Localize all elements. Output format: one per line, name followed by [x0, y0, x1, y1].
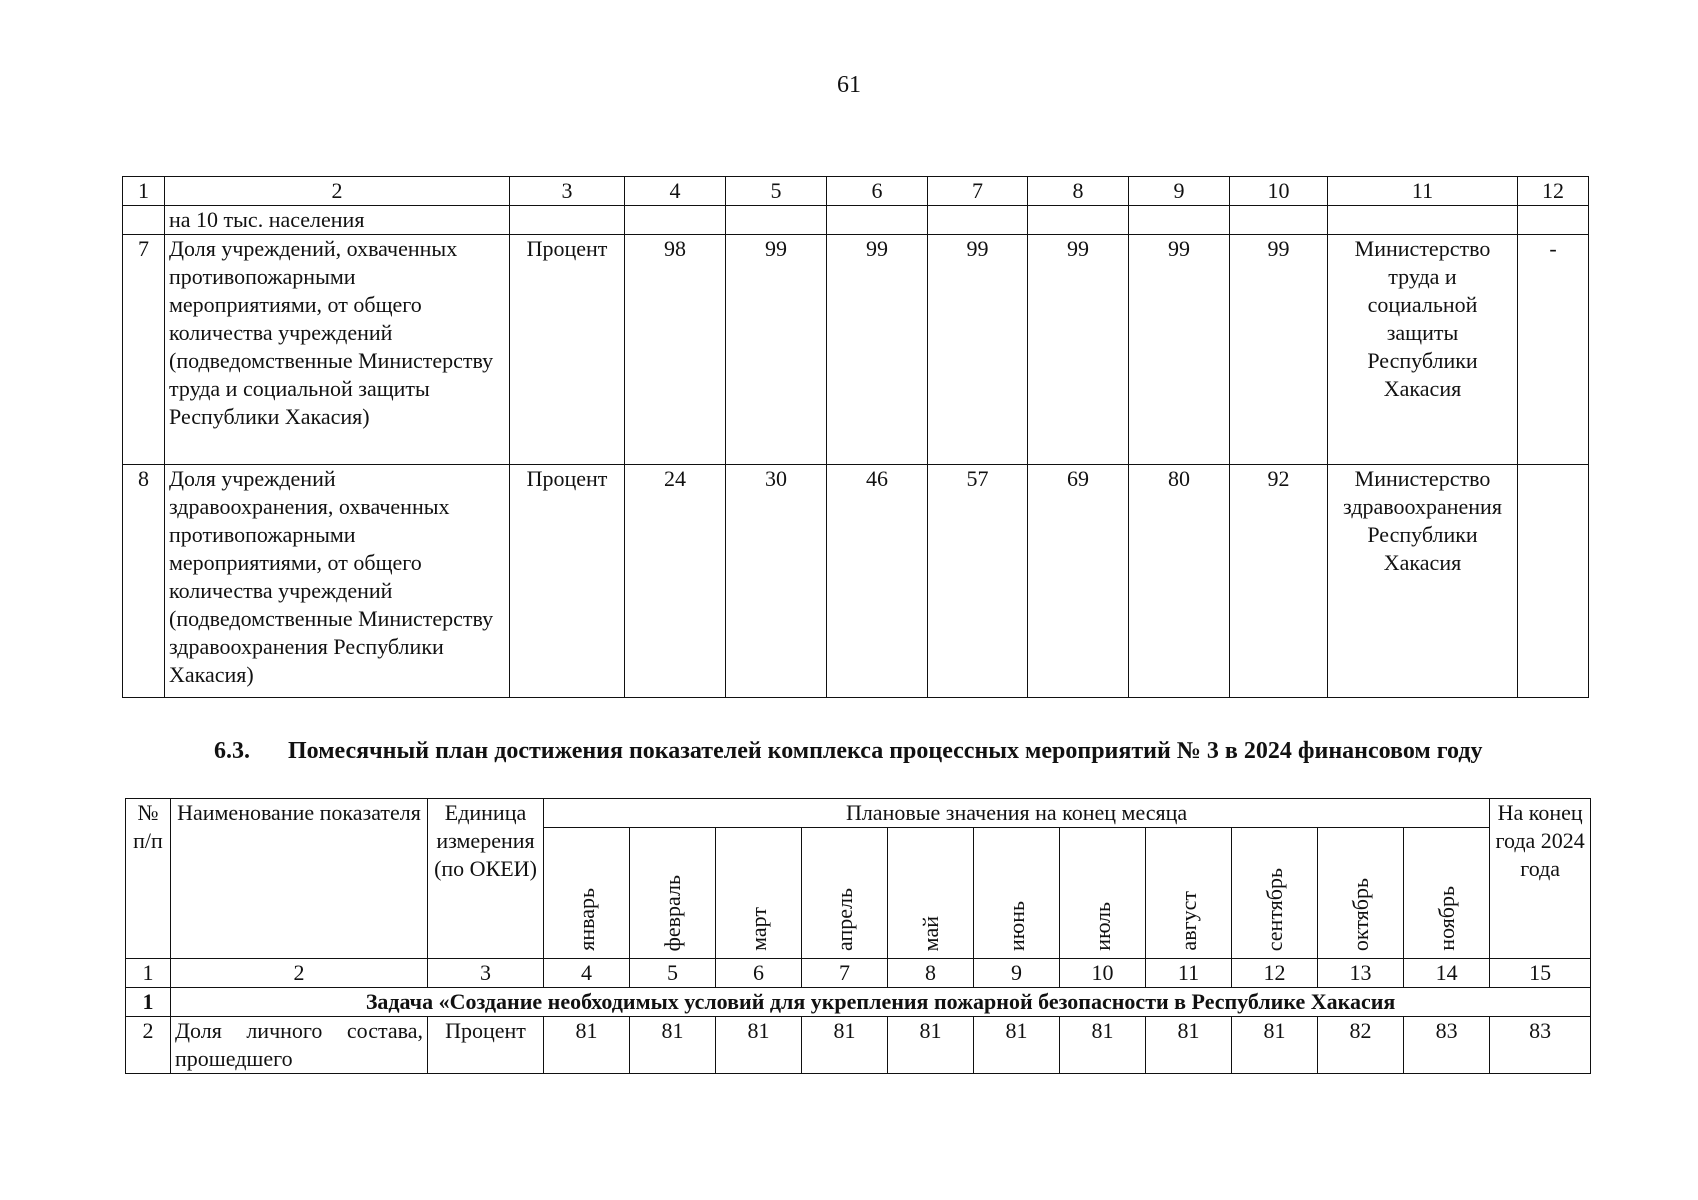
column-index-row	[126, 959, 1591, 988]
responsible-body: Министерство труда и социальной защиты Республики Хакасия	[1328, 235, 1518, 465]
column-index: 6	[827, 177, 928, 206]
month-label: март	[745, 907, 771, 951]
month-label: октябрь	[1347, 877, 1373, 951]
month-value: 81	[974, 1017, 1060, 1074]
col12-cell: -	[1518, 235, 1589, 465]
column-index: 10	[1230, 177, 1328, 206]
unit: Процент	[510, 235, 625, 465]
month-value: 81	[888, 1017, 974, 1074]
col12-cell	[1518, 465, 1589, 698]
row-number: 2	[126, 1017, 171, 1074]
unit: Процент	[510, 465, 625, 698]
month-label: сентябрь	[1261, 867, 1287, 951]
month-value: 81	[716, 1017, 802, 1074]
value-cell: 99	[827, 235, 928, 465]
month-header	[1060, 828, 1146, 959]
unit: Процент	[428, 1017, 544, 1074]
page-number: 61	[837, 72, 861, 98]
column-index: 3	[428, 959, 544, 988]
column-index: 4	[544, 959, 630, 988]
month-value: 81	[1060, 1017, 1146, 1074]
monthly-plan-table	[125, 798, 1591, 1074]
month-header	[1146, 828, 1232, 959]
column-index: 7	[928, 177, 1028, 206]
section-number: 6.3.	[214, 738, 250, 764]
indicator-row	[123, 235, 1589, 465]
month-value: 81	[1146, 1017, 1232, 1074]
value-cell: 99	[1129, 235, 1230, 465]
month-label: апрель	[831, 887, 857, 951]
column-index: 2	[165, 177, 510, 206]
month-label: июнь	[1003, 900, 1029, 951]
month-label: июль	[1089, 902, 1115, 951]
column-index: 5	[630, 959, 716, 988]
indicator-name: Доля учреждений, охваченных противопожарными мероприятиями, от общего количества учреждений (подведомственные Министерству труда и социальной защиты Республики Хакасия)	[165, 235, 510, 465]
column-index: 1	[126, 959, 171, 988]
month-header	[630, 828, 716, 959]
column-index: 8	[888, 959, 974, 988]
column-index: 11	[1328, 177, 1518, 206]
month-value: 81	[544, 1017, 630, 1074]
month-header	[1404, 828, 1490, 959]
task-row	[126, 988, 1591, 1017]
value-cell: 30	[726, 465, 827, 698]
row-number: 7	[123, 235, 165, 465]
column-index: 2	[171, 959, 428, 988]
column-index: 14	[1404, 959, 1490, 988]
planned-values-header: Плановые значения на конец месяца	[544, 799, 1490, 828]
value-cell: 80	[1129, 465, 1230, 698]
value-cell: 69	[1028, 465, 1129, 698]
column-index: 9	[974, 959, 1060, 988]
column-index: 3	[510, 177, 625, 206]
month-header	[888, 828, 974, 959]
column-index: 12	[1518, 177, 1589, 206]
value-cell: 46	[827, 465, 928, 698]
year-end-header: На конец года 2024 года	[1490, 799, 1591, 959]
month-value: 83	[1404, 1017, 1490, 1074]
col-num-header: № п/п	[126, 799, 171, 959]
section-heading	[214, 738, 1634, 765]
month-header	[544, 828, 630, 959]
task-number: 1	[126, 988, 171, 1017]
indicator-row	[123, 465, 1589, 698]
month-label: январь	[573, 888, 599, 951]
header-row	[126, 799, 1591, 828]
continuation-row	[123, 206, 1589, 235]
month-value: 82	[1318, 1017, 1404, 1074]
month-value: 81	[1232, 1017, 1318, 1074]
month-header	[974, 828, 1060, 959]
value-cell: 99	[726, 235, 827, 465]
indicator-row	[126, 1017, 1591, 1074]
column-index: 9	[1129, 177, 1230, 206]
month-header	[716, 828, 802, 959]
year-end-value: 83	[1490, 1017, 1591, 1074]
column-index: 7	[802, 959, 888, 988]
row-number: 8	[123, 465, 165, 698]
month-header	[802, 828, 888, 959]
task-text: Задача «Создание необходимых условий для укрепления пожарной безопасности в Республике Хакасия	[171, 988, 1591, 1017]
column-index: 13	[1318, 959, 1404, 988]
continuation-text: на 10 тыс. населения	[165, 206, 510, 235]
value-cell: 92	[1230, 465, 1328, 698]
column-index: 8	[1028, 177, 1129, 206]
column-index: 4	[625, 177, 726, 206]
column-index: 11	[1146, 959, 1232, 988]
month-value: 81	[630, 1017, 716, 1074]
indicator-name: Доля личного состава, прошедшего	[171, 1017, 428, 1074]
column-index: 10	[1060, 959, 1146, 988]
month-header	[1318, 828, 1404, 959]
month-label: август	[1175, 891, 1201, 951]
month-label: февраль	[659, 874, 685, 951]
value-cell: 24	[625, 465, 726, 698]
value-cell: 99	[928, 235, 1028, 465]
col-name-header: Наименование показателя	[171, 799, 428, 959]
month-label: ноябрь	[1433, 886, 1459, 951]
month-header	[1232, 828, 1318, 959]
column-index: 6	[716, 959, 802, 988]
column-index: 15	[1490, 959, 1591, 988]
month-label: май	[917, 915, 943, 951]
section-title: Помесячный план достижения показателей комплекса процессных мероприятий № 3 в 2024 финансовом году	[288, 738, 1483, 764]
value-cell: 57	[928, 465, 1028, 698]
column-index-row	[123, 177, 1589, 206]
column-index: 5	[726, 177, 827, 206]
responsible-body: Министерство здравоохранения Республики Хакасия	[1328, 465, 1518, 698]
indicator-name: Доля учреждений здравоохранения, охваченных противопожарными мероприятиями, от общего количества учреждений (подведомственные Министерству здравоохранения Республики Хакасия)	[165, 465, 510, 698]
month-value: 81	[802, 1017, 888, 1074]
value-cell: 98	[625, 235, 726, 465]
column-index: 1	[123, 177, 165, 206]
column-index: 12	[1232, 959, 1318, 988]
value-cell: 99	[1028, 235, 1129, 465]
col-unit-header: Единица измерения (по ОКЕИ)	[428, 799, 544, 959]
indicators-table	[122, 176, 1589, 698]
value-cell: 99	[1230, 235, 1328, 465]
